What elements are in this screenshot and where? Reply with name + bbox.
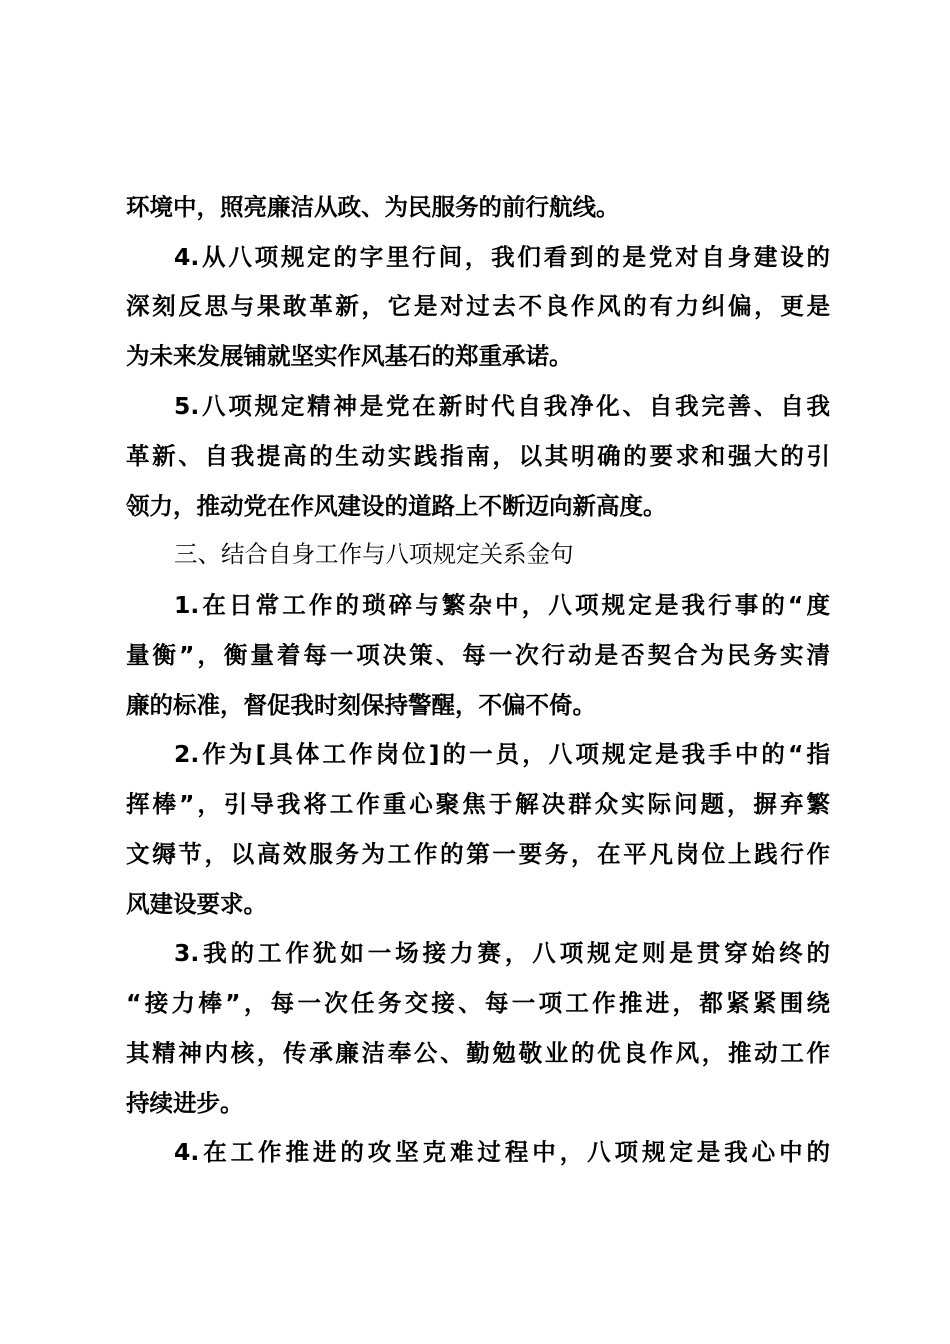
paragraph-line: 挥棒”，引导我将工作重心聚焦于解决群众实际问题，摒弃繁 [126, 790, 830, 818]
paragraph-5-line-1: 5.八项规定精神是党在新时代自我净化、自我完善、自我 [174, 392, 830, 420]
quote-2-line-1: 2.作为[具体工作岗位]的一员，八项规定是我手中的“指 [174, 740, 830, 768]
quote-1-line-1: 1.在日常工作的琐碎与繁杂中，八项规定是我行事的“度 [174, 591, 830, 619]
paragraph-line: 革新、自我提高的生动实践指南，以其明确的要求和强大的引 [126, 442, 830, 470]
quote-3-line-1: 3.我的工作犹如一场接力赛，八项规定则是贯穿始终的 [174, 939, 830, 967]
paragraph-line: 为未来发展铺就坚实作风基石的郑重承诺。 [126, 342, 573, 370]
paragraph-line: 深刻反思与果敢革新，它是对过去不良作风的有力纠偏，更是 [126, 292, 830, 320]
section-heading: 三、结合自身工作与八项规定关系金句 [174, 540, 574, 568]
paragraph-line: 廉的标准，督促我时刻保持警醒，不偏不倚。 [126, 691, 596, 719]
paragraph-line: 其精神内核，传承廉洁奉公、勤勉敬业的优良作风，推动工作 [126, 1039, 830, 1067]
paragraph-4-line-1: 4.从八项规定的字里行间，我们看到的是党对自身建设的 [174, 243, 830, 271]
paragraph-line: 文缛节，以高效服务为工作的第一要务，在平凡岗位上践行作 [126, 840, 830, 868]
paragraph-line: 风建设要求。 [126, 890, 267, 918]
paragraph-line: 持续进步。 [126, 1089, 244, 1117]
paragraph-line: 环境中，照亮廉洁从政、为民服务的前行航线。 [126, 193, 620, 221]
paragraph-line: 量衡”，衡量着每一项决策、每一次行动是否契合为民务实清 [126, 641, 830, 669]
paragraph-line: “接力棒”，每一次任务交接、每一项工作推进，都紧紧围绕 [126, 989, 830, 1017]
quote-4-line-1: 4.在工作推进的攻坚克难过程中，八项规定是我心中的 [174, 1138, 830, 1166]
paragraph-line: 领力，推动党在作风建设的道路上不断迈向新高度。 [126, 492, 667, 520]
